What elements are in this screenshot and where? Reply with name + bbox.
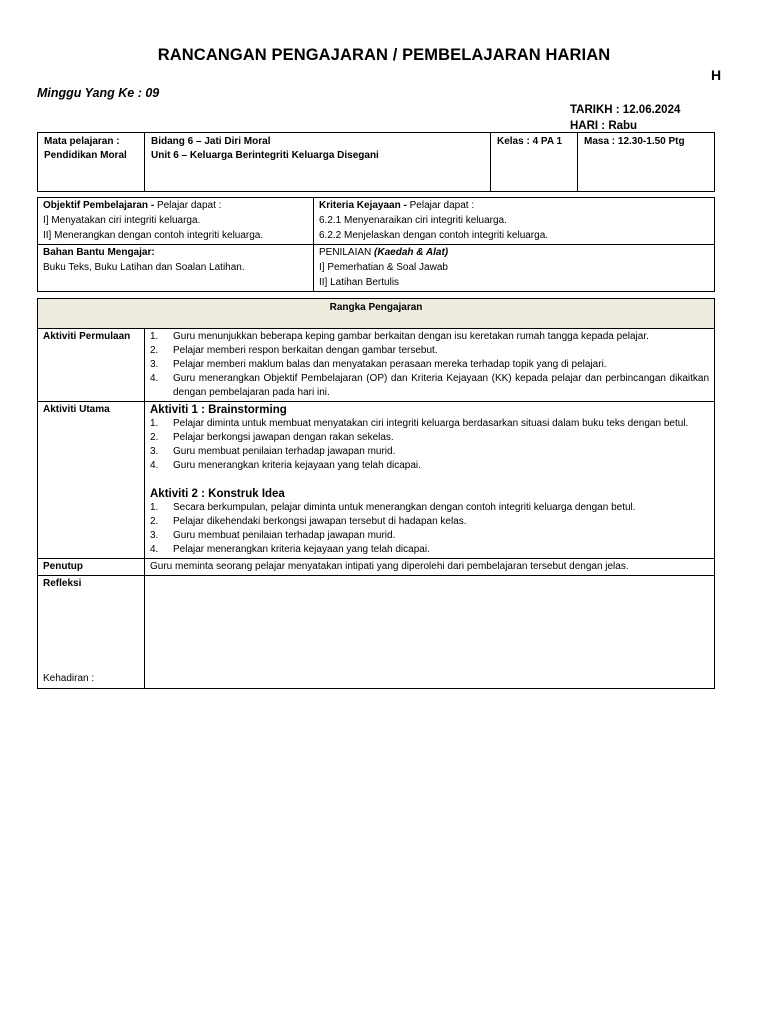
assessment-item: II] Latihan Bertulis — [319, 277, 400, 288]
closing-label: Penutup — [38, 559, 145, 576]
criteria-title-suffix: Pelajar dapat : — [409, 200, 475, 211]
closing-text: Guru meminta seorang pelajar menyatakan intipati yang diperolehi dari pembelajaran tersebut dengan jelas. — [145, 559, 715, 576]
class-cell — [491, 133, 578, 192]
time-text: Masa : 12.30-1.50 Ptg — [584, 136, 685, 147]
week-label: Minggu Yang Ke : 09 — [37, 86, 160, 100]
activity1-list — [150, 417, 709, 473]
materials-cell — [38, 245, 314, 292]
objective-item: II] Menerangkan dengan contoh integriti keluarga. — [43, 230, 264, 241]
main-activity-cell — [145, 402, 715, 559]
main-activity-label: Aktiviti Utama — [38, 402, 145, 559]
attendance-label: Kehadiran : — [43, 673, 95, 684]
list-item: 4. Guru menerangkan Objektif Pembelajaran (OP) dan Kriteria Kejayaan (KK) kepada pelajar dan perbincangan dikaitkan dengan pembelajaran pada hari ini. — [150, 373, 709, 398]
list-item: 1. Guru menunjukkan beberapa keping gambar berkaitan dengan isu keretakan rumah tangga kepada pelajar. — [150, 331, 649, 342]
objective-item: I] Menyatakan ciri integriti keluarga. — [43, 215, 201, 226]
activity2-title: Aktiviti 2 : Konstruk Idea — [150, 488, 285, 500]
date-block — [570, 102, 680, 134]
list-item: 3. Guru membuat penilaian terhadap jawapan murid. — [150, 530, 396, 541]
teaching-plan-table — [37, 298, 715, 689]
criteria-title: Kriteria Kejayaan - — [319, 200, 410, 211]
subject-cell — [38, 133, 145, 192]
opening-label: Aktiviti Permulaan — [38, 329, 145, 402]
list-item: 2. Pelajar memberi respon berkaitan dengan gambar tersebut. — [150, 345, 438, 356]
day-text: HARI : Rabu — [570, 120, 638, 132]
objectives-title: Objektif Pembelajaran - — [43, 200, 157, 211]
materials-title: Bahan Bantu Mengajar: — [43, 247, 155, 258]
list-item: 4. Guru menerangkan kriteria kejayaan yang telah dicapai. — [150, 460, 421, 471]
corner-letter: H — [711, 67, 722, 83]
objectives-title-suffix: Pelajar dapat : — [156, 200, 222, 211]
assessment-item: I] Pemerhatian & Soal Jawab — [319, 262, 448, 273]
list-item: 3. Pelajar memberi maklum balas dan menyatakan perasaan mereka terhadap topik yang di pelajari. — [150, 359, 607, 370]
objectives-cell — [38, 198, 314, 245]
list-item: 2. Pelajar dikehendaki berkongsi jawapan tersebut di hadapan kelas. — [150, 516, 467, 527]
list-item: 3. Guru membuat penilaian terhadap jawapan murid. — [150, 446, 396, 457]
plan-header: Rangka Pengajaran — [38, 299, 715, 329]
date-text: TARIKH : 12.06.2024 — [570, 104, 681, 116]
opening-list — [150, 330, 709, 400]
topic-cell — [145, 133, 491, 192]
page-title: RANCANGAN PENGAJARAN / PEMBELAJARAN HARIAN — [157, 46, 611, 64]
criteria-item: 6.2.2 Menjelaskan dengan contoh integriti keluarga. — [319, 230, 549, 241]
list-item: 1. Pelajar diminta untuk membuat menyatakan ciri integriti keluarga berdasarkan situasi dalam buku teks dengan betul. — [150, 418, 689, 429]
subject-value: Pendidikan Moral — [44, 150, 127, 161]
list-item: 4. Pelajar menerangkan kriteria kejayaan yang telah dicapai. — [150, 544, 430, 555]
reflection-label: Refleksi — [43, 578, 82, 589]
activity2-list — [150, 501, 709, 557]
subject-label: Mata pelajaran : — [44, 136, 120, 147]
criteria-item: 6.2.1 Menyenaraikan ciri integriti keluarga. — [319, 215, 507, 226]
assessment-title-suffix: (Kaedah & Alat) — [374, 247, 449, 258]
lesson-info-table — [37, 132, 715, 192]
reflection-label-cell — [38, 576, 145, 689]
assessment-title: PENILAIAN — [319, 247, 375, 258]
time-cell — [578, 133, 715, 192]
activity1-title: Aktiviti 1 : Brainstorming — [150, 404, 287, 416]
assessment-cell — [314, 245, 715, 292]
criteria-cell — [314, 198, 715, 245]
reflection-content[interactable] — [145, 576, 715, 689]
class-text: Kelas : 4 PA 1 — [497, 136, 563, 147]
opening-cell — [145, 329, 715, 402]
unit-text: Unit 6 – Keluarga Berintegriti Keluarga Disegani — [151, 150, 379, 161]
list-item: 2. Pelajar berkongsi jawapan dengan rakan sekelas. — [150, 432, 394, 443]
list-item: 1. Secara berkumpulan, pelajar diminta untuk menerangkan dengan contoh integriti keluarga dengan betul. — [150, 502, 636, 513]
objectives-table — [37, 197, 715, 292]
field-text: Bidang 6 – Jati Diri Moral — [151, 136, 271, 147]
materials-text: Buku Teks, Buku Latihan dan Soalan Latihan. — [43, 262, 245, 273]
